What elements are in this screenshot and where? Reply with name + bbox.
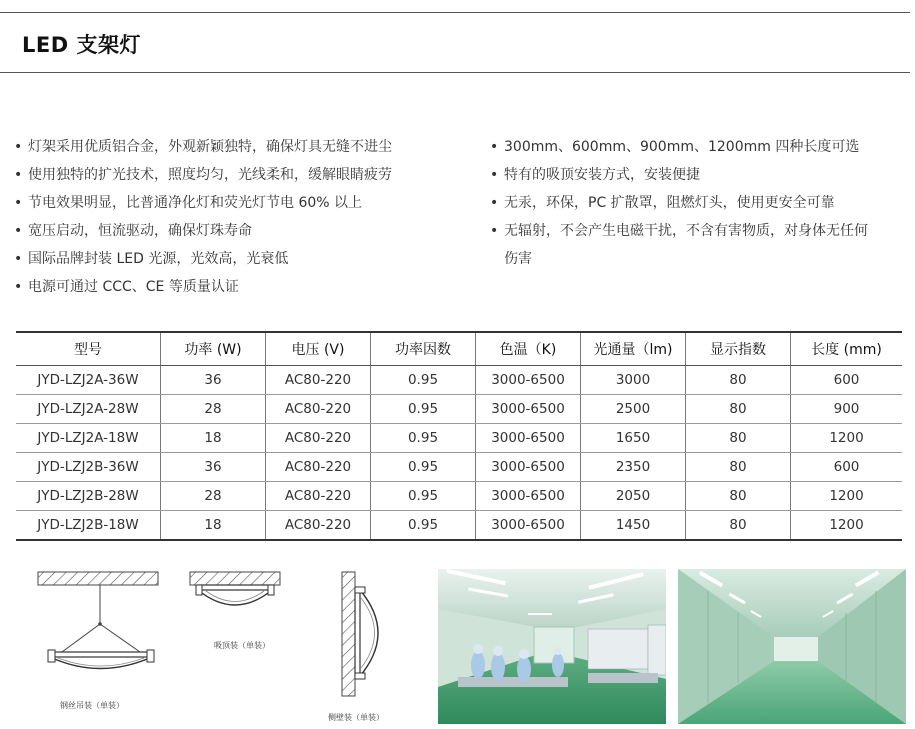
col-header-power-factor: 功率因数 — [371, 332, 476, 366]
page-title: LED 支架灯 — [22, 33, 141, 57]
col-header-length: 长度 (mm) — [791, 332, 903, 366]
cell-length: 900 — [791, 395, 903, 424]
feature-item: • 无辐射，不会产生电磁干扰，不含有害物质，对身体无任何 — [490, 217, 910, 245]
table-header-row — [16, 332, 902, 366]
cell-cri: 80 — [686, 395, 791, 424]
cell-color-temp: 3000-6500 — [476, 424, 581, 453]
cell-length: 600 — [791, 366, 903, 395]
col-header-cri: 显示指数 — [686, 332, 791, 366]
cell-luminous-flux: 1450 — [581, 511, 686, 541]
cell-luminous-flux: 2500 — [581, 395, 686, 424]
caption-ceiling: 吸顶装（单装） — [214, 641, 270, 650]
cell-color-temp: 3000-6500 — [476, 395, 581, 424]
cell-model: JYD-LZJ2B-36W — [16, 453, 161, 482]
cell-cri: 80 — [686, 511, 791, 541]
col-header-power: 功率 (W) — [161, 332, 266, 366]
cell-voltage: AC80-220 — [266, 366, 371, 395]
cell-luminous-flux: 2350 — [581, 453, 686, 482]
cell-power: 28 — [161, 482, 266, 511]
feature-item: • 国际品牌封装 LED 光源，光效高，光衰低 — [14, 245, 474, 273]
cell-cri: 80 — [686, 424, 791, 453]
cell-model: JYD-LZJ2A-36W — [16, 366, 161, 395]
ceiling-install-diagram — [188, 568, 284, 632]
cell-cri: 80 — [686, 453, 791, 482]
top-rule — [0, 12, 910, 13]
table-row — [16, 424, 902, 453]
feature-item: • 300mm、600mm、900mm、1200mm 四种长度可选 — [490, 133, 910, 161]
cell-power-factor: 0.95 — [371, 395, 476, 424]
feature-item-continuation: 伤害 — [504, 251, 532, 267]
cell-power-factor: 0.95 — [371, 424, 476, 453]
feature-item: • 特有的吸顶安装方式，安装便捷 — [490, 161, 910, 189]
feature-item: • 灯架采用优质铝合金，外观新颖独特，确保灯具无缝不进尘 — [14, 133, 474, 161]
cell-length: 1200 — [791, 424, 903, 453]
table-row — [16, 366, 902, 395]
cell-color-temp: 3000-6500 — [476, 366, 581, 395]
cell-length: 600 — [791, 453, 903, 482]
cell-luminous-flux: 1650 — [581, 424, 686, 453]
feature-item: • 电源可通过 CCC、CE 等质量认证 — [14, 273, 474, 301]
feature-item: • 使用独特的扩光技术，照度均匀，光线柔和，缓解眼睛疲劳 — [14, 161, 474, 189]
cell-power-factor: 0.95 — [371, 511, 476, 541]
cell-model: JYD-LZJ2B-18W — [16, 511, 161, 541]
cell-color-temp: 3000-6500 — [476, 482, 581, 511]
cell-voltage: AC80-220 — [266, 482, 371, 511]
cell-power: 28 — [161, 395, 266, 424]
suspended-install-diagram — [36, 568, 162, 676]
cell-luminous-flux: 3000 — [581, 366, 686, 395]
table-row — [16, 482, 902, 511]
cell-color-temp: 3000-6500 — [476, 511, 581, 541]
cleanroom-corridor-photo — [678, 569, 906, 724]
cell-model: JYD-LZJ2B-28W — [16, 482, 161, 511]
table-row — [16, 395, 902, 424]
cell-power: 18 — [161, 424, 266, 453]
table-row — [16, 453, 902, 482]
feature-item: • 节电效果明显，比普通净化灯和荧光灯节电 60% 以上 — [14, 189, 474, 217]
cleanroom-workshop-photo — [438, 569, 666, 724]
wall-install-diagram — [338, 570, 402, 700]
cell-length: 1200 — [791, 482, 903, 511]
cell-model: JYD-LZJ2A-28W — [16, 395, 161, 424]
col-header-luminous-flux: 光通量（lm) — [581, 332, 686, 366]
cell-voltage: AC80-220 — [266, 424, 371, 453]
cell-power: 36 — [161, 453, 266, 482]
cell-cri: 80 — [686, 366, 791, 395]
spec-table — [16, 331, 902, 541]
feature-item: • 无汞，环保，PC 扩散罩，阻燃灯头，使用更安全可靠 — [490, 189, 910, 217]
cell-power: 36 — [161, 366, 266, 395]
cell-power-factor: 0.95 — [371, 482, 476, 511]
cell-cri: 80 — [686, 482, 791, 511]
cell-power-factor: 0.95 — [371, 453, 476, 482]
col-header-color-temp: 色温（K) — [476, 332, 581, 366]
table-row — [16, 511, 902, 541]
cell-length: 1200 — [791, 511, 903, 541]
cell-voltage: AC80-220 — [266, 453, 371, 482]
cell-voltage: AC80-220 — [266, 395, 371, 424]
cell-power: 18 — [161, 511, 266, 541]
feature-item: • 宽压启动，恒流驱动，确保灯珠寿命 — [14, 217, 474, 245]
col-header-model: 型号 — [16, 332, 161, 366]
feature-list-left — [14, 133, 474, 301]
caption-wall: 侧壁装（单装） — [328, 713, 384, 722]
feature-list-right — [490, 133, 910, 273]
cell-luminous-flux: 2050 — [581, 482, 686, 511]
cell-voltage: AC80-220 — [266, 511, 371, 541]
caption-suspended: 钢丝吊装（单装） — [60, 701, 124, 710]
title-rule — [0, 72, 910, 73]
cell-power-factor: 0.95 — [371, 366, 476, 395]
col-header-voltage: 电压 (V) — [266, 332, 371, 366]
cell-model: JYD-LZJ2A-18W — [16, 424, 161, 453]
cell-color-temp: 3000-6500 — [476, 453, 581, 482]
